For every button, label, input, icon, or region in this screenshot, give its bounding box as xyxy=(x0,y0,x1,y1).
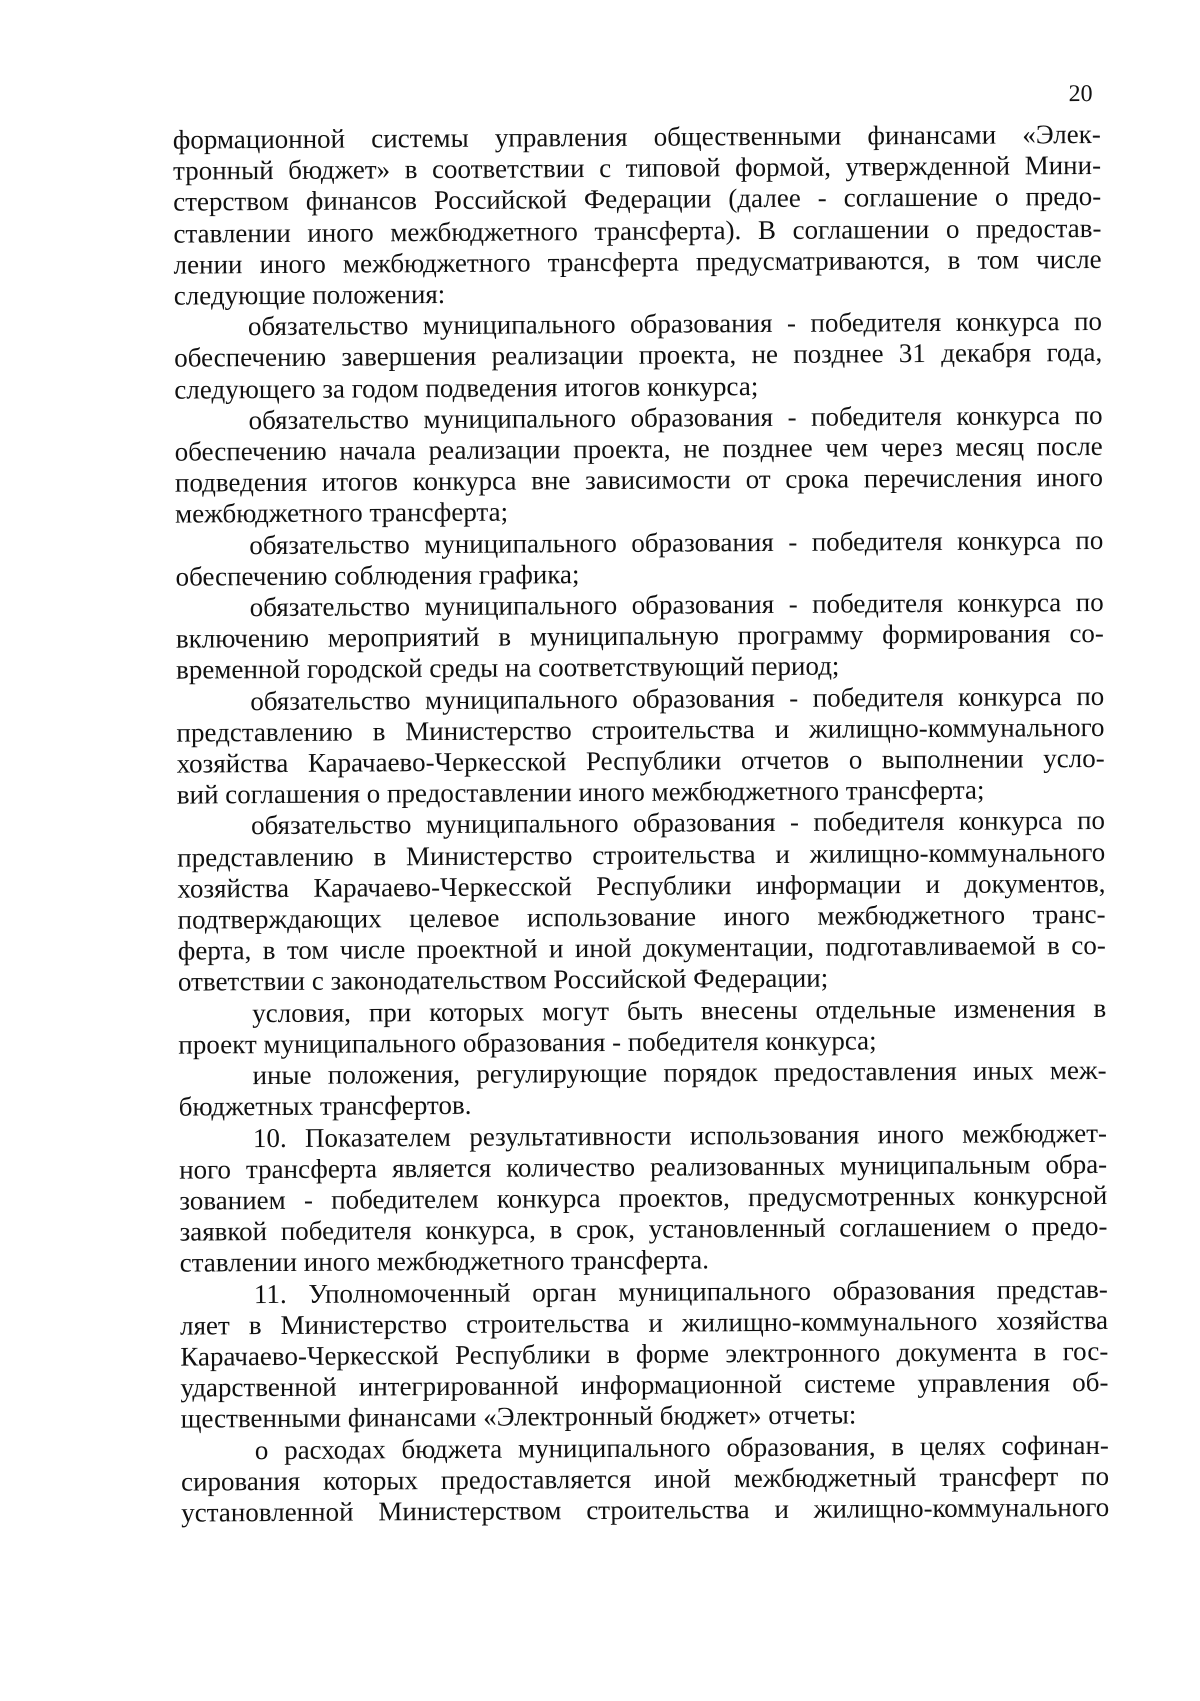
paragraph-expenses-report xyxy=(181,1429,1110,1528)
text-line: проект муниципального образования - победителя конкурса; xyxy=(178,1025,877,1060)
text-line: обязательство муниципального образования - победителя конкурса по xyxy=(250,805,1106,841)
text-line: межбюджетного трансферта; xyxy=(175,497,509,530)
text-line: зованием - победителем конкурса проектов, предусмотренных конкурсной xyxy=(179,1179,1108,1216)
text-line: ферта, в том числе проектной и иной документации, подготавливаемой в со- xyxy=(177,930,1106,966)
paragraph-obligation-completion xyxy=(174,306,1103,405)
text-line: подведения итогов конкурса вне зависимости от срока перечисления иного xyxy=(174,462,1104,498)
text-line: ляет в Министерство строительства и жилищно-коммунального хозяйства xyxy=(179,1304,1109,1341)
text-line: иные положения, регулирующие порядок предоставления иных меж- xyxy=(252,1055,1107,1091)
text-line: сирования которых предоставляется иной межбюджетный трансферт по xyxy=(180,1460,1110,1497)
text-line: подтверждающих целевое использование иного межбюджетного транс- xyxy=(177,899,1106,935)
text-line: ставлении иного межбюджетного трансферта). В соглашении о предостав- xyxy=(173,212,1102,249)
paragraph-obligation-program xyxy=(176,587,1105,686)
text-line: представлению в Министерство строительства и жилищно-коммунального xyxy=(177,836,1106,873)
text-line: обязательство муниципального образования - победителя конкурса по xyxy=(249,524,1104,560)
text-line: ударственной интегрированной информационной системе управления об- xyxy=(180,1367,1109,1403)
text-line: формационной системы управления общественными финансами «Элек- xyxy=(172,118,1101,155)
text-line: хозяйства Карачаево-Черкесской Республики отчетов о выполнении усло- xyxy=(176,742,1105,779)
text-line: обязательство муниципального образования - победителя конкурса по xyxy=(247,306,1103,342)
text-line: ставлении иного межбюджетного трансферта. xyxy=(179,1244,710,1278)
paragraph-obligation-start xyxy=(174,400,1103,530)
text-line: хозяйства Карачаево-Черкесской Республики информации и документов, xyxy=(177,867,1106,904)
text-line: следующие положения: xyxy=(173,278,446,311)
text-line: о расходах бюджета муниципального образования, в целях софинан- xyxy=(254,1429,1109,1465)
text-line: щественными финансами «Электронный бюджет» отчеты: xyxy=(180,1399,857,1434)
text-line: ного трансферта является количество реализованных муниципальным обра- xyxy=(179,1148,1108,1185)
paragraph-item-10 xyxy=(179,1117,1108,1279)
text-line: 11. Уполномоченный орган муниципального образования представ- xyxy=(253,1273,1108,1309)
paragraph-continuation xyxy=(173,119,1102,312)
paragraph-obligation-documents xyxy=(177,805,1106,998)
text-line: включению мероприятий в муниципальную программу формирования со- xyxy=(175,618,1104,654)
paragraph-item-11 xyxy=(180,1273,1109,1435)
text-line: бюджетных трансфертов. xyxy=(178,1090,472,1122)
page-number: 20 xyxy=(1068,80,1093,108)
text-line: вий соглашения о предоставлении иного межбюджетного трансферта; xyxy=(176,774,985,810)
text-line: обеспечению начала реализации проекта, не позднее чем через месяц после xyxy=(174,430,1103,467)
text-line: Карачаево-Черкесской Республики в форме электронного документа в гос- xyxy=(180,1335,1109,1372)
paragraph-conditions xyxy=(178,993,1106,1061)
text-line: 10. Показателем результативности использования иного межбюджет- xyxy=(252,1117,1108,1153)
text-line: следующего за годом подведения итогов конкурса; xyxy=(174,370,759,405)
paragraph-obligation-reports xyxy=(176,681,1105,811)
paragraph-obligation-schedule xyxy=(175,525,1103,593)
text-line: обязательство муниципального образования - победителя конкурса по xyxy=(250,680,1105,716)
text-line: установленной Министерством строительства и жилищно-коммунального xyxy=(181,1491,1110,1528)
text-line: временной городской среды на соответствующий период; xyxy=(175,651,840,686)
text-line: представлению в Министерство строительства и жилищно-коммунального xyxy=(176,711,1105,748)
text-line: обязательство муниципального образования - победителя конкурса по xyxy=(248,399,1103,435)
text-line: условия, при которых могут быть внесены отдельные изменения в xyxy=(252,992,1107,1028)
text-line: обязательство муниципального образования - победителя конкурса по xyxy=(249,586,1104,623)
text-line: заявкой победителя конкурса, в срок, установленный соглашением о предо- xyxy=(179,1211,1108,1247)
text-line: ответствии с законодательством Российской Федерации; xyxy=(177,963,829,998)
text-line: стерством финансов Российской Федерации (далее - соглашение о предо- xyxy=(173,181,1102,218)
text-line: обеспечению соблюдения графика; xyxy=(175,558,580,592)
text-line: тронный бюджет» в соответствии с типовой формой, утвержденной Мини- xyxy=(172,150,1102,186)
text-line: обеспечению завершения реализации проекта, не позднее 31 декабря года, xyxy=(174,337,1103,374)
paragraph-other-provisions xyxy=(178,1055,1106,1123)
text-line: лении иного межбюджетного трансферта предусматриваются, в том числе xyxy=(173,243,1102,280)
body-text xyxy=(173,119,1110,1529)
